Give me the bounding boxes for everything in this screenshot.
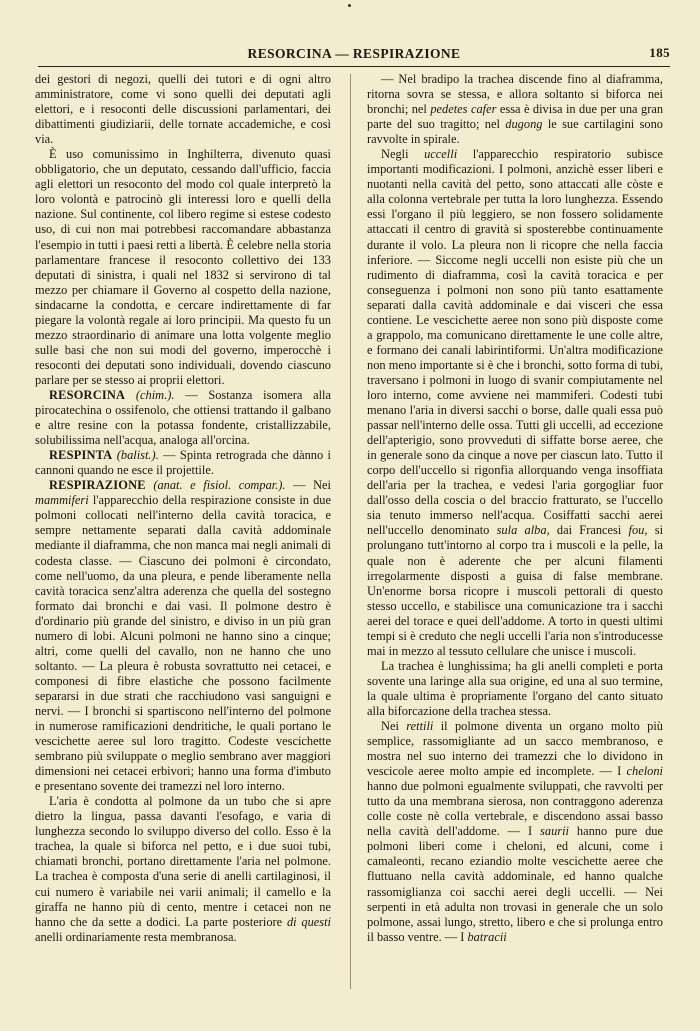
entry-gloss: (chim.). [135,387,175,402]
entry-gloss: (anat. e fisiol. compar.). [153,478,286,493]
entry-respirazione [35,478,331,794]
entry-resorcina [35,388,331,448]
entry-respinta [35,448,331,478]
right-column [367,72,663,992]
paragraph-text: Nei [381,719,407,734]
paragraph-text: anelli ordinariamente resta membranosa. [35,929,237,944]
column-divider [350,74,351,989]
paragraph [367,147,663,659]
print-mark [348,4,351,7]
paragraph-text: L'aria è condotta al polmone da un tubo che si apre dietro la lingua, passa davanti l'esofago, e varia di lunghezza secondo lo sviluppo diverso del collo. Esso è la trachea, la quale si biforca nel petto, e i due suoi tubi, chiamati bronchi, portano direttamente l'aria nel polmone. La trachea è composta d'una serie di anelli cartilaginosi, il cui numero è variabile nei varii animali; il camello e la giraffa ne hanno più di cento, mentre i cetacei non ne hanno che da sette a dodici. La parte posteriore [35,794,331,929]
paragraph-text: — Nel bradipo la trachea discende fino al diaframma, ritorna sovra se stessa, e allora soltanto si biforca nei bronchi; nel [367,72,663,117]
entry-text: — Nei [285,478,331,493]
paragraph [367,719,663,945]
italic-term: cheloni [626,764,663,779]
entry-text: — Sostanza isomera alla pirocatechina o ossifenolo, che ottiensi trattando il galbano e altre resine con la potassa fondente, cristallizzabile, solubilissima nell'acqua, analoga all'orcina. [35,387,331,448]
paragraph-text: il polmone diventa un organo molto più semplice, rassomigliante ad un sacco membranoso, e mostra nel suo interno dei tramezzi che lo dividono in vescicole aeree molto ampie ed incomplete. — I [367,719,663,779]
running-header [38,44,670,64]
italic-term: batracii [467,929,507,944]
left-column [35,72,331,992]
paragraph: È uso comunissimo in Inghilterra, divenuto quasi obbligatorio, che un deputato, cessando dall'ufficio, faccia agli elettori un resoconto del modo col quale interpretò la loro volontà e patrocinò gli interessi loro e quelli della nazione. Sul continente, col libero regime si estese codesto uso, di cui non mai potrebbesi raccomandare abbastanza l'esempio in tutti i paesi retti a libertà. È celebre nella storia parlamentare francese il resoconto collettivo dei 133 deputati di sinistra, i quali nel 1832 si servirono di tal mezzo per chiamare il Governo al cospetto della nazione, sindacarne la condotta, e cercare indirettamente di far piegare la volontà regale ai loro principii. Ma questo fu un mezzo straordinario di animare una lotta volgente meglio sulle basi che non sui modi del governo, imperocchè i resoconti dei deputati sono individuali, dovendo ciascuno parlare per se stesso ai proprii elettori. [35,147,331,387]
running-title: RESORCINA — RESPIRAZIONE [247,46,461,61]
entry-term: RESPIRAZIONE [49,478,146,493]
header-rule [38,66,670,67]
italic-term: rettili [406,719,434,734]
paragraph-text: le sue cartilagini sono ravvolte in spirale. [367,117,663,147]
entry-term: RESORCINA [49,387,126,402]
paragraph-text: , si prolungano tutt'intorno al corpo tra i muscoli e la pelle, la quale non è aderente che per alcuni filamenti irregolarmente disposti a guisa di false membrane. Un'enorme borsa ricopre i muscoli pettorali di questo stesso uccello, e stabilisce una comunicazione tra i sacchi aerei del torace e quei dell'addome. A torto in questi ultimi tempi si è creduto che negli uccelli l'aria non s'introducesse mai in mezzo al tessuto cellulare che unisce i muscoli. [367,523,663,658]
paragraph [367,72,663,147]
entry-gloss: (balist.). [116,448,159,463]
paragraph [35,794,331,944]
entry-term: RESPINTA [49,448,113,463]
paragraph-text: hanno pure due polmoni liberi come i cheloni, ed alcuni, come i camaleonti, recano eziandio molte vescichette aeree che fluttuano nella cavità addominale, ed hanno qualche rassomiglianza coi sacchi aerei degli uccelli. — Nei serpenti in età adulta non trovasi in generale che un solo polmone, assai lungo, stretto, libero e che si prolunga entro il basso ventre. — I [367,824,663,944]
italic-term: mammiferi [35,493,89,508]
page-number: 185 [649,45,670,60]
italic-term: di questi [286,914,331,929]
paragraph: La trachea è lunghissima; ha gli anelli completi e porta sovente una laringe alla sua origine, ed una al suo termine, la quale ultima è propriamente l'organo del canto situato alla biforcazione della trachea stessa. [367,658,663,718]
paragraph-text: essa è divisa in due per una gran parte del suo tragitto; nel [367,102,663,132]
italic-term: uccelli [424,147,458,162]
paragraph-text: Negli [381,147,425,162]
italic-term: dugong [505,117,543,132]
entry-text: — Spinta retrograda che dànno i cannoni quando ne esce il projettile. [35,448,331,478]
paragraph-text: l'apparecchio respiratorio subisce importanti modificazioni. I polmoni, anzichè esser liberi e nuotanti nella cavità del petto, sono attaccati alle còste e alla colonna vertebrale per tutta la loro lunghezza. Essendo essi l'organo il più leggiero, se non fossero solidamente attaccati il centro di gravità si sposterebbe continuamente durante il volo. La pleura non li ricopre che nella faccia inferiore. — Siccome negli uccelli non esiste più che un rudimento di diaframma, così la cavità toracica e per conseguenza i polmoni non sono più tanto esattamente separati dalla cavità addominale e dai visceri che essa contiene. Le vescichette aeree non sono più disposte come a grappolo, ma comunicano direttamente le une colle altre, e formano dei canali labirintiformi. Un'altra modificazione non meno importante si è che i bronchi, sotto forma di tubi, traversano i polmoni in luogo di svanir compiutamente nel loro interno, come avviene nei mammiferi. Codesti tubi menano l'aria in diversi sacchi o borse, dalle quali essa può passar nell'interno delle ossa. Tutti gli uccelli, ad eccezione dell'apterigio, sono provveduti di siffatte borse aeree, che in generale sono da cinque a nove per ciascun lato. Tutto il corpo dell'uccello si rigonfia allorquando venga insoffiata dell'aria per la trachea, e vedesi l'aria gorgogliar fuor dall'osso della coscia o del braccio fratturato, se l'uccello sia tenuto immerso nell'acqua. Cosiffatti sacchi aerei nell'uccello denominato [367,147,663,538]
paragraph-text: , dai Francesi [546,523,629,538]
paragraph-text: hanno due polmoni egualmente sviluppati, che ravvolti per tutto da una membrana sierosa, non contraggono aderenza colle coste nè colla vertebrale, e discendono assai basso nella cavità dell'addome. — I [367,779,663,839]
italic-term: sula alba [496,523,547,538]
italic-term: fou [628,523,645,538]
italic-term: pedetes cafer [430,102,497,117]
paragraph: dei gestori di negozi, quelli dei tutori e di ogni altro amministratore, come vi sono quelli dei deputati agli elettori, e i resoconti delle discussioni parlamentari, dei dibattimenti giudiziarii, delle tornate accademiche, e così via. [35,72,331,147]
entry-text: l'apparecchio della respirazione consiste in due polmoni collocati nell'interno della cavità toracica, e sempre nettamente separati dalla cavità addominale mediante il diaframma, che non manca mai negli animali di codesta classe. — Ciascuno dei polmoni è circondato, come nell'uomo, da una pleura, e pende liberamente nella cavità toracica senz'altra aderenza che quella del sostegno formato dai bronchi e dai vasi. Il polmone destro è d'ordinario più grande del sinistro, e diviso in un più gran numero di lobi. Alcuni polmoni ne hanno sino a cinque; altri, come quelli del cavallo, non ne hanno che uno soltanto. — La pleura è robusta sovrattutto nei cetacei, e componesi di fibre elastiche che possono facilmente separarsi in due strati che racchiudono vasi sanguigni e nervi. — I bronchi si spartiscono nell'interno del polmone in numerose ramificazioni dendritiche, le quali portano le vescichette aeree sul loro tragitto. Codeste vescichette sembrano più sviluppate o meglio sembrano aver maggiori dimensioni nei cetacei erbivori; hanno una forma d'imbuto e presentano sovente dei tramezzi nel loro interno. [35,493,331,794]
italic-term: saurii [540,824,569,839]
